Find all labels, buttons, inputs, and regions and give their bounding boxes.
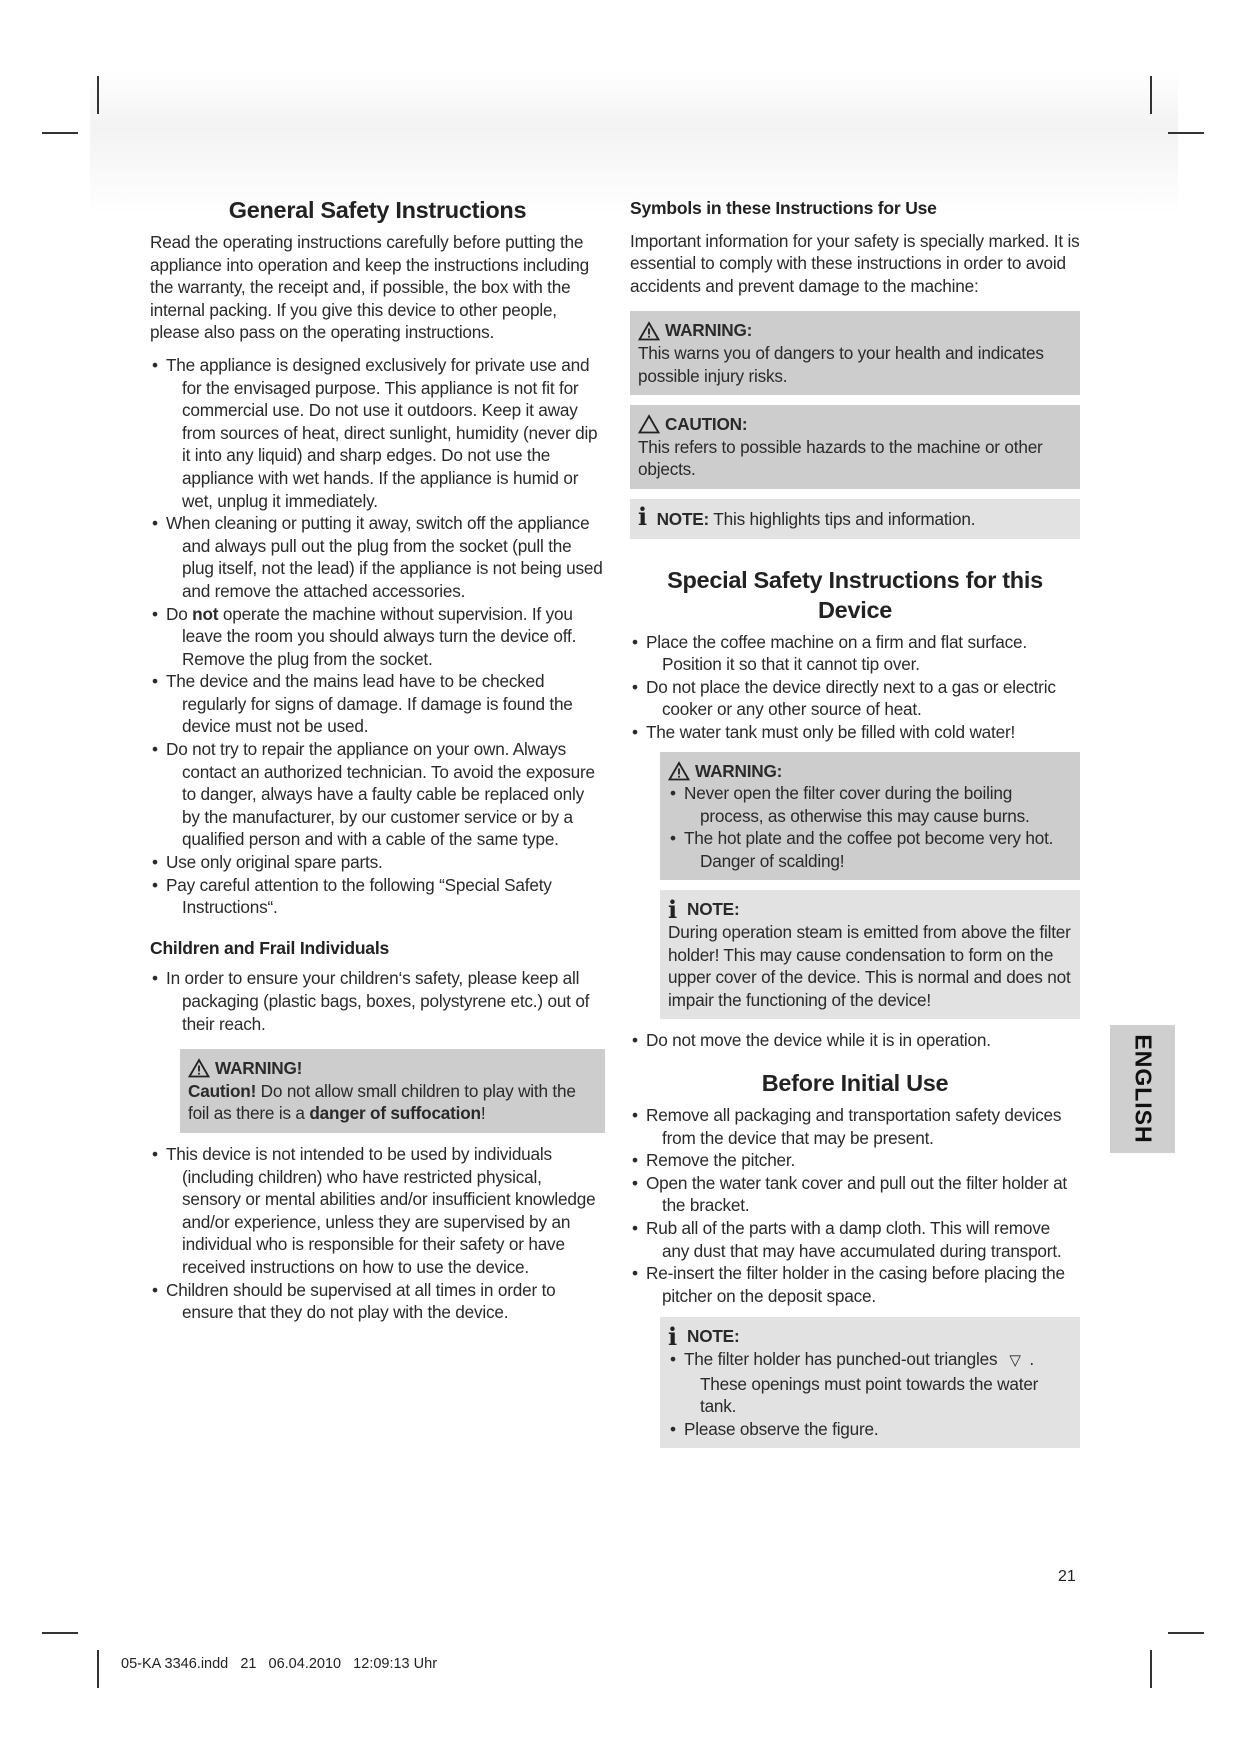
info-i-icon: i <box>668 1321 677 1351</box>
left-column <box>150 195 605 1334</box>
special-safety-list <box>630 631 1080 744</box>
caution-text: This refers to possible hazards to the machine or other objects. <box>638 436 1043 480</box>
list-item: • The water tank must only be filled with cold water! <box>630 721 1080 744</box>
special-warning-box <box>660 752 1080 881</box>
caution-bold: Caution! <box>188 1080 257 1101</box>
caution-triangle-icon <box>638 414 660 434</box>
children-heading: Children and Frail Individuals <box>150 937 390 958</box>
warning-text <box>188 1080 597 1125</box>
bold-not: not <box>192 603 219 624</box>
language-tab-label: ENGLISH <box>1130 1034 1156 1144</box>
text-span: Do <box>166 603 193 624</box>
warning-label: WARNING: <box>665 320 753 341</box>
right-column <box>630 195 1080 1458</box>
special-safety-title: Special Safety Instructions for this Device <box>667 566 1043 623</box>
children-list-2 <box>150 1143 605 1324</box>
list-item: • Remove all packaging and transportation safety devices from the device that may be present. <box>630 1104 1080 1149</box>
list-item: • The hot plate and the coffee pot become very hot. Danger of scalding! <box>668 827 1072 872</box>
note-title <box>668 894 1072 924</box>
crop-mark <box>97 76 99 114</box>
print-footer: 05-KA 3346.indd 21 06.04.2010 12:09:13 Uhr <box>121 1656 438 1672</box>
language-tab <box>1110 1025 1175 1153</box>
text-span: . These openings must point towards the water tank. <box>700 1348 1039 1417</box>
crop-mark <box>42 1632 78 1634</box>
symbol-caution-box <box>630 405 1080 489</box>
header-shade <box>90 70 1178 215</box>
symbol-note-box <box>630 499 1080 539</box>
crop-mark <box>1168 132 1204 134</box>
list-item: • Remove the pitcher. <box>630 1149 1080 1172</box>
list-item <box>150 603 605 671</box>
danger-bold: danger of suffocation <box>309 1103 481 1124</box>
list-item: • This device is not intended to be used by individuals (including children) who have restricted physical, sensory or mental abilities and/or insufficient knowledge and/or experience, unless they are supervised by an individual who is responsible for their safety or have received instructions on how to use the device. <box>150 1143 605 1279</box>
list-item: • Open the water tank cover and pull out the filter holder at the bracket. <box>630 1172 1080 1217</box>
list-item: • Rub all of the parts with a damp cloth. This will remove any dust that may have accumulated during transport. <box>630 1217 1080 1262</box>
general-safety-title: General Safety Instructions <box>228 197 527 223</box>
children-warning-box <box>180 1049 605 1133</box>
symbols-heading: Symbols in these Instructions for Use <box>630 198 937 218</box>
list-item: • The device and the mains lead have to be checked regularly for signs of damage. If damage is found the device must not be used. <box>150 670 605 738</box>
warning-list <box>668 782 1072 872</box>
crop-mark <box>42 132 78 134</box>
children-list <box>150 967 605 1035</box>
warning-text: This warns you of dangers to your health and indicates possible injury risks. <box>638 342 1044 386</box>
text-span: operate the machine without supervision. If you leave the room you should always turn the device off. Remove the plug from the socket. <box>182 603 577 669</box>
text-span: Do not allow small children to play with the foil as there is a <box>188 1080 576 1124</box>
crop-mark <box>1168 1632 1204 1634</box>
info-i-icon: i <box>638 501 647 531</box>
crop-mark <box>97 1650 99 1688</box>
list-item: • When cleaning or putting it away, switch off the appliance and always pull out the plug from the socket (pull the plug itself, not the lead) if the appliance is not being used and remove the attached accessories. <box>150 512 605 602</box>
list-item: • Use only original spare parts. <box>150 851 605 874</box>
note-text: During operation steam is emitted from above the filter holder! This may cause condensation to form on the upper cover of the device. This is normal and does not impair the functioning of the device! <box>668 922 1071 1010</box>
symbols-intro: Important information for your safety is specially marked. It is essential to comply with these instructions in order to avoid accidents and prevent damage to the machine: <box>630 230 1080 296</box>
warning-label: WARNING: <box>695 760 783 781</box>
list-item: • Never open the filter cover during the boiling process, as otherwise this may cause burns. <box>668 782 1072 827</box>
special-safety-list-2 <box>630 1029 1080 1052</box>
warning-triangle-icon <box>638 321 660 341</box>
note-list <box>668 1348 1072 1440</box>
general-safety-list <box>150 354 605 919</box>
before-note-box <box>660 1317 1080 1448</box>
note-title <box>668 1321 1072 1351</box>
list-item: • Please observe the figure. <box>668 1418 1072 1441</box>
list-item: • In order to ensure your children‘s safety, please keep all packaging (plastic bags, boxes, polystyrene etc.) out of their reach. <box>150 967 605 1035</box>
caution-label: CAUTION: <box>665 414 748 435</box>
crop-mark <box>1150 76 1152 114</box>
general-safety-intro: Read the operating instructions carefully before putting the appliance into operation and keep the instructions including the warranty, the receipt and, if possible, the box with the internal packing. If you give this device to other people, please also pass on the operating instructions. <box>150 232 590 343</box>
special-note-box <box>660 890 1080 1019</box>
crop-mark <box>1150 1650 1152 1688</box>
before-initial-use-title: Before Initial Use <box>761 1070 949 1097</box>
warning-title <box>668 760 1072 783</box>
list-item: • Place the coffee machine on a firm and flat surface. Position it so that it cannot tip over. <box>630 631 1080 676</box>
text-span: ! <box>480 1103 486 1124</box>
list-item: • Do not move the device while it is in operation. <box>630 1029 1080 1052</box>
caution-title <box>638 413 1072 436</box>
note-label: NOTE: <box>687 1326 740 1347</box>
list-item: • Pay careful attention to the following “Special Safety Instructions“. <box>150 874 605 919</box>
note-label: NOTE: <box>687 899 740 920</box>
list-item: • Children should be supervised at all times in order to ensure that they do not play with the device. <box>150 1279 605 1324</box>
before-use-list <box>630 1104 1080 1307</box>
list-item: • Do not try to repair the appliance on your own. Always contact an authorized technician. To avoid the exposure to danger, always have a faulty cable be replaced only by the manufacturer, by our customer service or by a qualified person and with a cable of the same type. <box>150 738 605 851</box>
info-i-icon: i <box>668 894 677 924</box>
text-span: The filter holder has punched-out triangles <box>684 1348 998 1369</box>
warning-triangle-icon <box>668 761 690 781</box>
warning-title <box>188 1057 597 1080</box>
page-number: 21 <box>1058 1568 1076 1585</box>
symbol-warning-box <box>630 311 1080 395</box>
warning-title <box>638 319 1072 342</box>
note-text: This highlights tips and information. <box>709 508 976 529</box>
list-item: • Re-insert the filter holder in the casing before placing the pitcher on the deposit space. <box>630 1262 1080 1307</box>
note-label: NOTE: <box>656 508 710 529</box>
list-item: • The appliance is designed exclusively for private use and for the envisaged purpose. This appliance is not fit for commercial use. Do not use it outdoors. Keep it away from sources of heat, direct sunlight, humidity (never dip it into any liquid) and sharp edges. Do not use the appliance with wet hands. If the appliance is humid or wet, unplug it immediately. <box>150 354 605 512</box>
warning-label: WARNING! <box>215 1058 303 1079</box>
list-item: • The filter holder has punched-out triangles ▽ . These openings must point towards the water tank. <box>668 1348 1072 1418</box>
warning-triangle-icon <box>188 1058 210 1078</box>
list-item: • Do not place the device directly next to a gas or electric cooker or any other source of heat. <box>630 676 1080 721</box>
